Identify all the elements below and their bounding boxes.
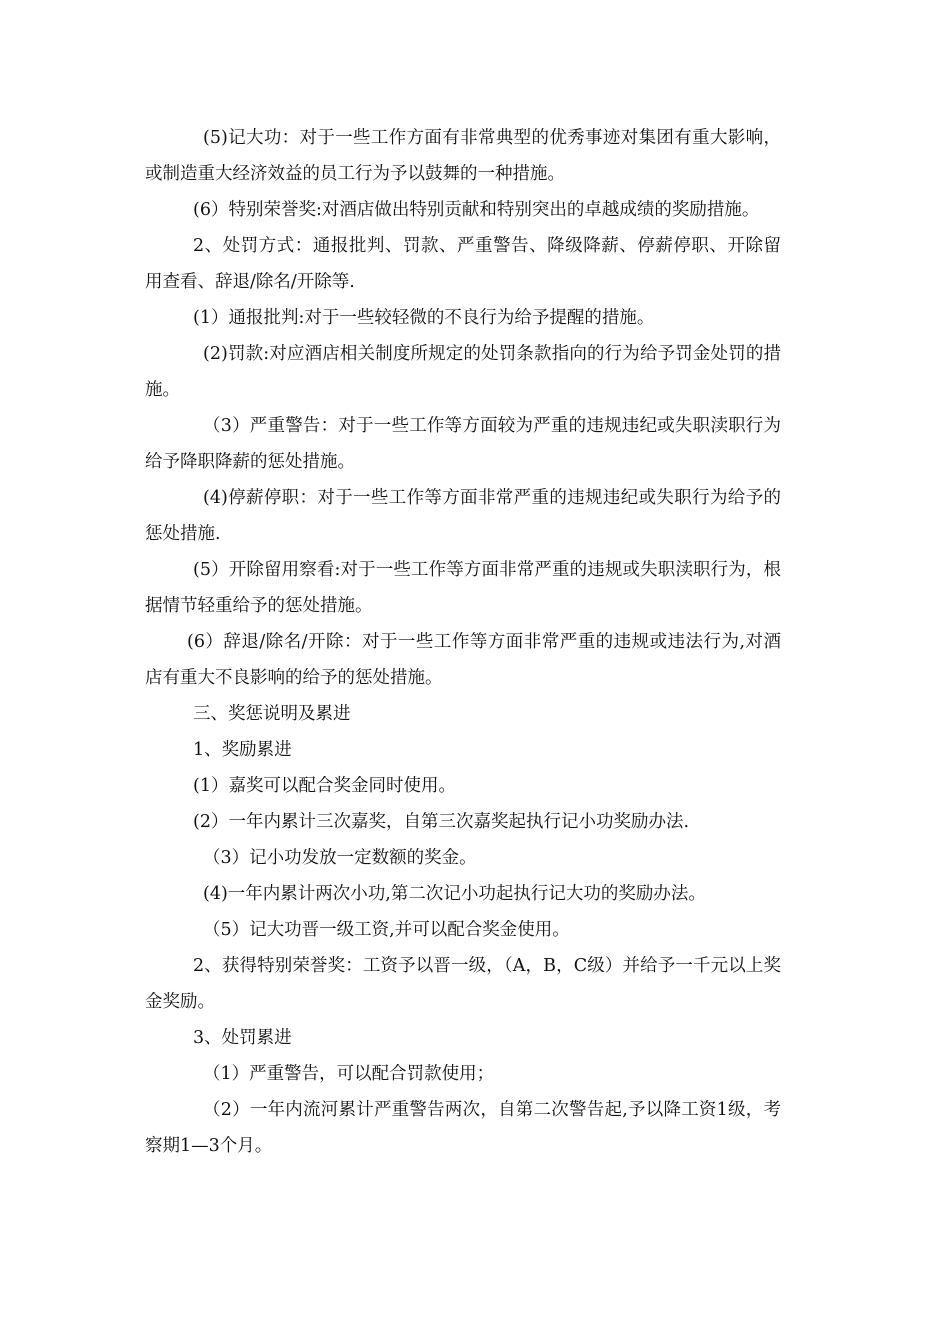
document-body [145, 120, 781, 1164]
paragraph: (1）通报批判:对于一些较轻微的不良行为给予提醒的措施。 [193, 308, 655, 328]
paragraph: （3）严重警告：对于一些工作等方面较为严重的违规违纪或失职渎职行为给予降职降薪的惩处措施。 [145, 416, 781, 472]
paragraph: （1）严重警告，可以配合罚款使用； [203, 1064, 495, 1084]
section-heading: 三、奖惩说明及累进 [193, 704, 351, 724]
paragraph: (6）辞退/除名/开除：对于一些工作等方面非常严重的违规或违法行为,对酒店有重大不良影响的给予的惩处措施。 [145, 632, 781, 688]
paragraph: 2、获得特别荣誉奖：工资予以晋一级，（A，B，C级）并给予一千元以上奖金奖励。 [145, 956, 781, 1012]
paragraph: (4)停薪停职：对于一些工作等方面非常严重的违规违纪或失职行为给予的惩处措施. [145, 488, 781, 544]
paragraph: (4)一年内累计两次小功,第二次记小功起执行记大功的奖励办法。 [203, 884, 706, 904]
subsection-heading: 1、奖励累进 [193, 740, 292, 760]
paragraph: 2、处罚方式：通报批判、罚款、严重警告、降级降薪、停薪停职、开除留用查看、辞退/除名/开除等. [145, 236, 781, 292]
paragraph: （5）记大功晋一级工资,并可以配合奖金使用。 [203, 920, 570, 940]
paragraph: (2)罚款:对应酒店相关制度所规定的处罚条款指向的行为给予罚金处罚的措施。 [145, 344, 781, 400]
subsection-heading: 3、处罚累进 [193, 1028, 292, 1048]
paragraph: (6）特别荣誉奖:对酒店做出特别贡献和特别突出的卓越成绩的奖励措施。 [193, 200, 760, 220]
paragraph: （2）一年内流河累计严重警告两次，自第二次警告起,予以降工资1级，考察期1—3个月。 [145, 1100, 781, 1156]
paragraph: (5)记大功：对于一些工作方面有非常典型的优秀事迹对集团有重大影响，或制造重大经济效益的员工行为予以鼓舞的一种措施。 [145, 128, 781, 184]
paragraph: （3）记小功发放一定数额的奖金。 [203, 848, 477, 868]
paragraph: (5）开除留用察看:对于一些工作等方面非常严重的违规或失职渎职行为，根据情节轻重给予的惩处措施。 [145, 560, 781, 616]
paragraph: (2）一年内累计三次嘉奖，自第三次嘉奖起执行记小功奖励办法. [193, 812, 690, 832]
paragraph: (1）嘉奖可以配合奖金同时使用。 [193, 776, 456, 796]
